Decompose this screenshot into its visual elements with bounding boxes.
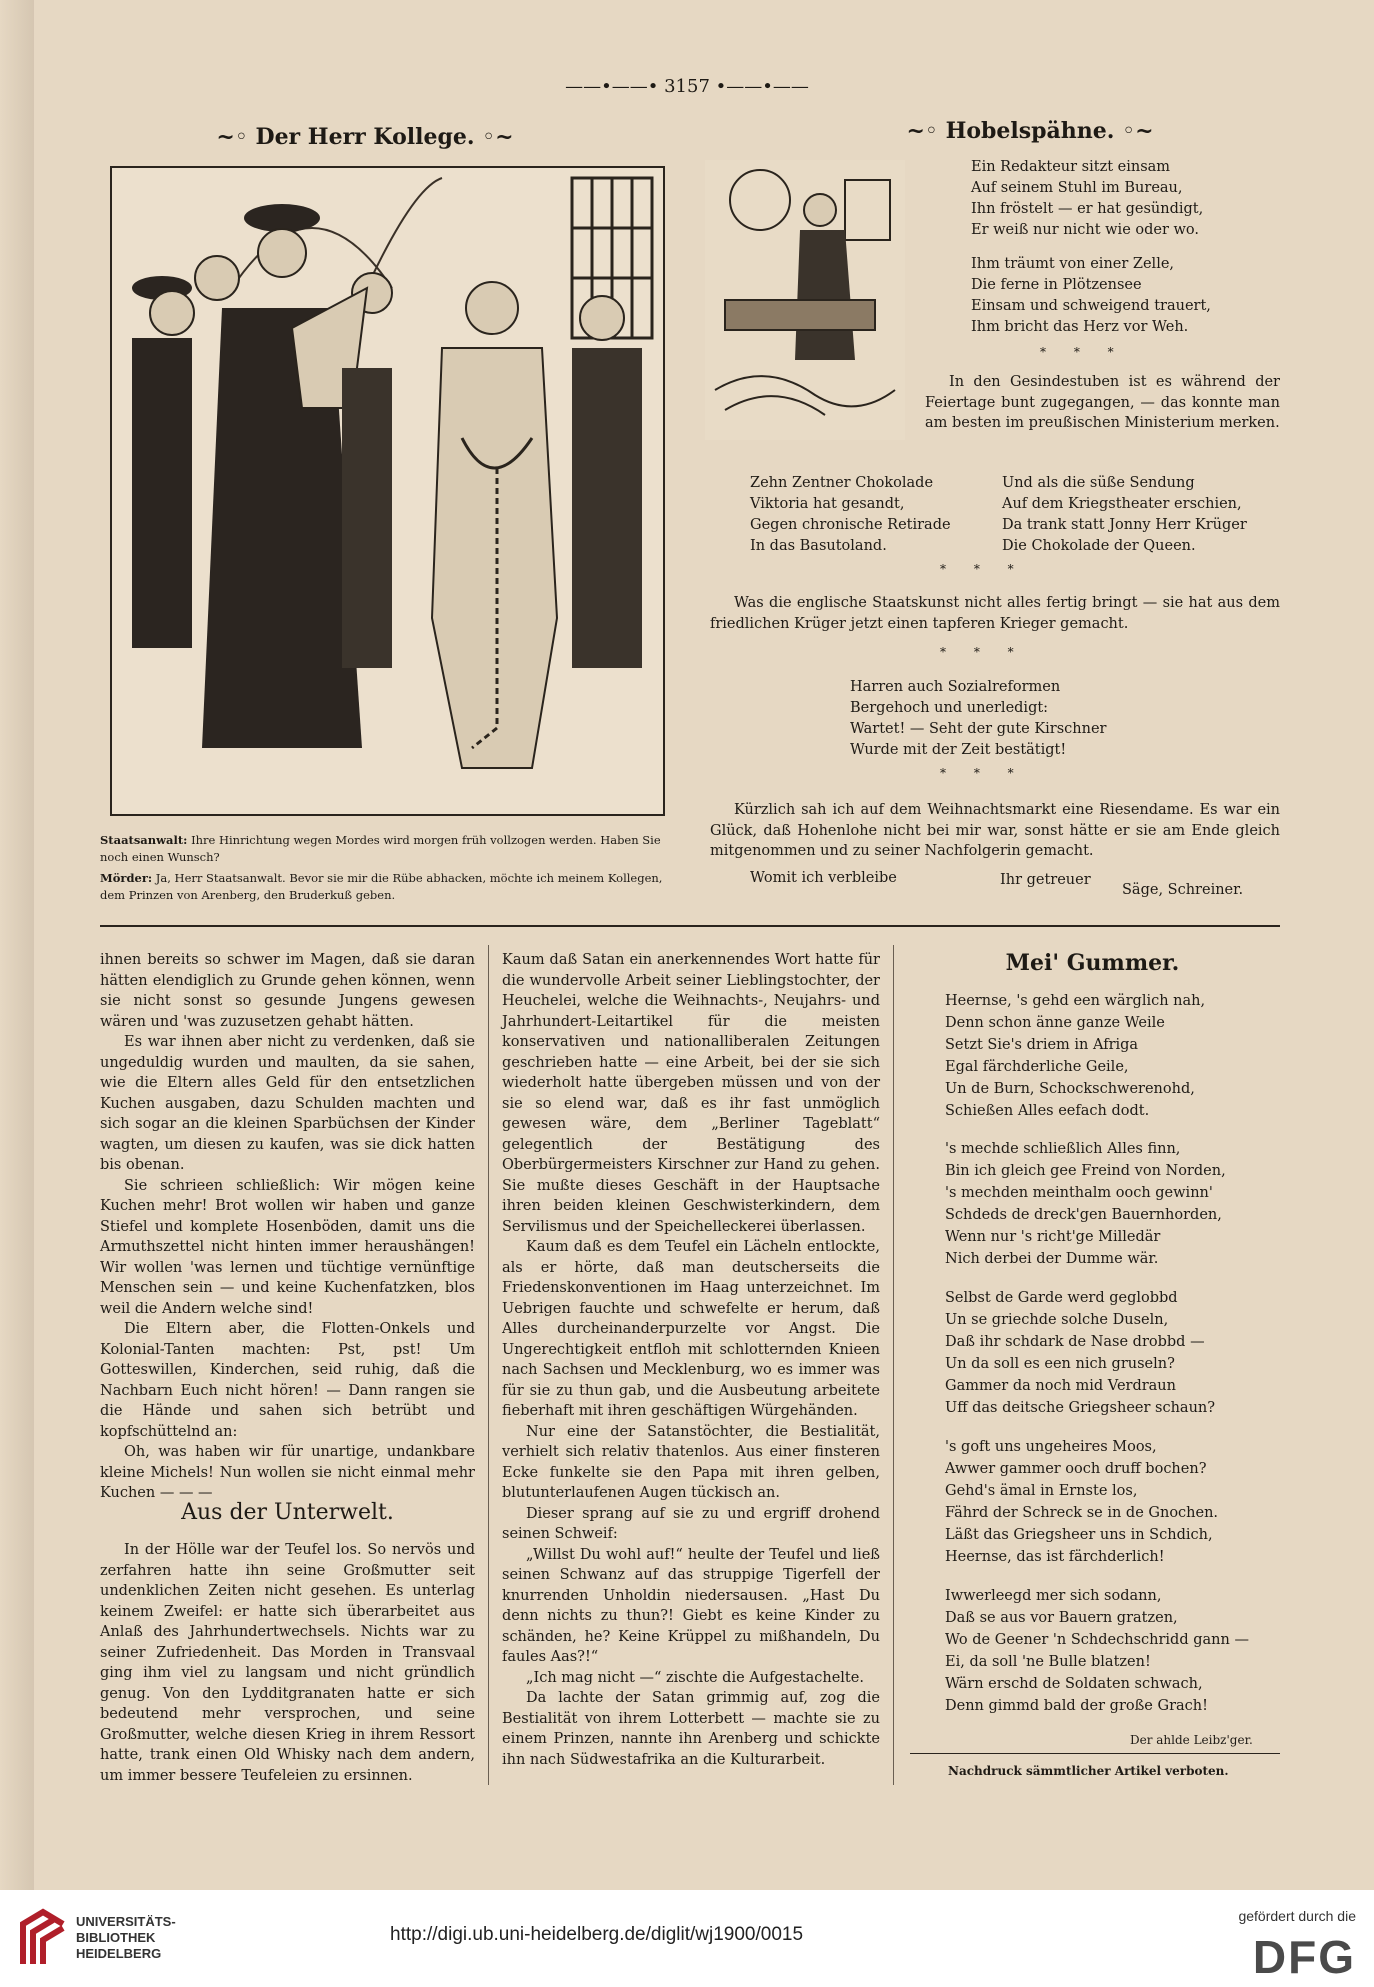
separator-stars: * * * [940,645,1026,659]
heading-unterwelt: Aus der Unterwelt. [181,1500,394,1525]
cartoon-title: ~◦ Der Herr Kollege. ◦~ [216,124,514,150]
paragraph-riesendame: Kürzlich sah ich auf dem Weihnachtsmarkt eine Riesendame. Es war ein Glück, daß Hohenlohe nicht bei mir war, sonst hätte er sie am Ende gleich mitgenommen und zu seiner Nachfolgerin gemacht. [710,802,1280,859]
section-title-text: Hobelspähne. [945,118,1115,144]
closing-mid: Ihr getreuer [1000,872,1091,888]
cartoon-caption [100,832,670,908]
col2-paragraph: Da lachte der Satan grimmig auf, zog die Bestialität von ihrem Lotterbett — machte sie zu einem Prinzen, nannte ihn Arenberg und schickte ihn nach Südwestafrika an die Kulturarbeit. [502,1690,880,1768]
dialect-poem-stanza-1: Heernse, 's gehd een wärglich nah, Denn schon änne ganze Weile Setzt Sie's driem in Afriga Egal färchderliche Geile, Un de Burn, Schockschwerenohd, Schießen Alles eefach dodt. [945,993,1206,1119]
col2-paragraph: Kaum daß Satan ein anerkennendes Wort hatte für die wundervolle Arbeit seiner Lieblingstochter, der Heuchelei, welche die Weihnachts-, Neujahrs- und Jahrhundert-Leitartikel für die meisten konservativen und nationalliberalen Zeitungen geschrieben hatte — eine Arbeit, bei der sie sich wiederholt hatte übergeben müssen und von der sie so elend war, daß es ihr fast unmöglich gewesen wäre, dem „Berliner Tageblatt“ gelegentlich der Bestätigung des Oberbürgermeisters Kirschner zur Hand zu gehen. Sie mußte dieses Geschäft in der Hauptsache ihren beiden kleinen Geschwisterkindern, dem Servilismus und der Speichelleckerei überlassen. [502,952,880,1235]
paragraph-gesindestuben: In den Gesindestuben ist es während der Feiertage bunt zugegangen, — das konnte man am besten im preußischen Ministerium merken. [925,374,1280,431]
column-divider [893,945,894,1785]
caption-line-murderer: Mörder: Ja, Herr Staatsanwalt. Bevor sie mir die Rübe abhacken, möchte ich meinem Kollegen, dem Prinzen von Arenberg, den Bruderkuß geben. [100,871,663,902]
caption-line-prosecutor: Staatsanwalt: Ihre Hinrichtung wegen Mordes wird morgen früh vollzogen werden. Haben Sie noch einen Wunsch? [100,833,661,864]
dfg-logo: DFG [1252,1931,1356,1983]
poem-sozialreformen: Harren auch Sozialreformen Bergehoch und unerledigt: Wartet! — Seht der gute Kirschner Wurde mit der Zeit bestätigt! [850,679,1107,758]
column-divider [488,945,489,1785]
closing-signature: Säge, Schreiner. [1122,882,1244,898]
column-1-unterwelt [100,1540,475,1786]
col1-paragraph: In der Hölle war der Teufel los. So nervös und zerfahren hatte ihn seine Großmutter seit undenklichen Zeiten nicht gesehen. Es unterlag keinem Zweifel: er hatte sich überarbeitet aus Anlaß des Jahrhundertwechsels. Nichts war zu seiner Zufriedenheit. Das Morden in Transvaal ging ihm viel zu langsam und nicht gründlich genug. Von den Lydditgranaten hatte er sich bedeutend mehr versprochen, und seine Großmutter, welche diesen Krieg in ihrem Ressort hatte, trank einen Old Whisky nach dem andern, um immer bessere Teufeleien zu ersinnen. [100,1542,475,1784]
heading-mei-gummer: Mei' Gummer. [1005,950,1180,976]
dialect-poem-stanza-5: Iwwerleegd mer sich sodann, Daß se aus vor Bauern gratzen, Wo de Geener 'n Schdechschridd gann — Ei, da soll 'ne Bulle blatzen! Wärn erschd de Soldaten schwach, Denn gimmd bald der große Grach! [945,1588,1249,1714]
page-shadow [0,0,34,1890]
col1-paragraph: Es war ihnen aber nicht zu verdenken, daß sie ungeduldig wurden und maulten, da sie sahen, wie die Eltern alles Geld für den entsetzlichen Kuchen ausgaben, dazu Schulden machten und sich sogar an die kleinen Sparbüchsen der Kinder wagten, um diesen zu kaufen, was sie dick hatten bis obenan. [100,1034,475,1173]
col1-paragraph: Die Eltern aber, die Flotten-Onkels und Kolonial-Tanten machten: Pst, pst! Um Gotteswillen, Kinderchen, seid ruhig, daß die Nachbarn Euch nicht hören! — Dann rangen sie die Hände und sahen sich betrübt und kopfschüttelnd an: [100,1321,475,1440]
page-number-text: 3157 [664,76,710,97]
funding-label: gefördert durch die [1238,1908,1356,1924]
separator-stars: * * * [940,766,1026,780]
col1-paragraph: Oh, was haben wir für unartige, undankbare kleine Michels! Nun wollen sie nicht einmal mehr Kuchen — — — [100,1444,475,1501]
paragraph-staatskunst: Was die englische Staatskunst nicht alles fertig bringt — sie hat aus dem friedlichen Krüger jetzt einen tapferen Krieger gemacht. [710,595,1280,632]
viewer-footer [0,1890,1374,1987]
separator-stars: * * * [940,562,1026,576]
cartoon-illustration [110,166,665,816]
dialect-poem-stanza-3: Selbst de Garde werd geglobbd Un se griechde solche Duseln, Daß ihr schdark de Nase drobbd — Un da soll es een nich gruseln? Gammer da noch mid Verdraun Uff das deitsche Griegsheer schaun? [945,1290,1216,1416]
col2-paragraph: „Ich mag nicht —“ zischte die Aufgestachelte. [526,1669,864,1686]
col1-paragraph: ihnen bereits so schwer im Magen, daß sie daran hätten elendiglich zu Grunde gehen können, wenn sie nicht sonst so gesunde Jungens gewesen wären und 'was zuzusetzen gehabt hätten. [100,952,475,1030]
column-2 [502,950,880,1770]
cartoon-drawing [112,168,663,814]
horizontal-divider [100,925,1280,927]
dialect-poem-stanza-4: 's goft uns ungeheires Moos, Awwer gammer ooch druff bochen? Gehd's ämal in Ernste los, Fährd der Schreck se in de Gnochen. Läßt das Griegsheer uns in Schdich, Heernse, das ist färchderlich! [945,1439,1219,1565]
closing-text: Womit ich verbleibe [750,870,897,886]
reprint-notice: Nachdruck sämmtlicher Artikel verboten. [948,1764,1229,1778]
col2-paragraph: Dieser sprang auf sie zu und ergriff drohend seinen Schweif: [502,1505,880,1542]
permalink-url[interactable]: http://digi.ub.uni-heidelberg.de/diglit/wj1900/0015 [390,1924,804,1945]
poem-stanza-2: Ihm träumt von einer Zelle, Die ferne in Plötzensee Einsam und schweigend trauert, Ihm bricht das Herz vor Weh. [971,256,1211,335]
library-name: UNIVERSITÄTS- BIBLIOTHEK HEIDELBERG [76,1914,176,1961]
separator-stars: * * * [1040,345,1126,359]
col2-paragraph: „Willst Du wohl auf!“ heulte der Teufel und ließ seinen Schwanz auf das struppige Tigerfell der knurrenden Unholdin niedersausen. „Hast Du denn nichts zu thun?! Giebt es keine Kinder zu schänden, he? Keine Krüppel zu mißhandeln, Du faules Aas?!“ [502,1546,880,1665]
page-number: ——•——• 3157 •——•—— [565,76,809,97]
poem-chokolade-right: Und als die süße Sendung Auf dem Kriegstheater erschien, Da trank statt Jonny Herr Krüger Die Chokolade der Queen. [1002,475,1247,554]
poem-stanza-1: Ein Redakteur sitzt einsam Auf seinem Stuhl im Bureau, Ihn fröstelt — er hat gesündigt, Er weiß nur nicht wie oder wo. [971,159,1204,238]
column-1 [100,950,475,1504]
dialect-poem-stanza-2: 's mechde schließlich Alles finn, Bin ich gleich gee Freind von Norden, 's mechden meinthalm ooch gewinn' Schdeds de dreck'gen Bauernhorden, Wenn nur 's richt'ge Milledär Nich derbei der Dumme wär. [945,1141,1226,1267]
carpenter-drawing [705,160,905,440]
poem-signature: Der ahlde Leibz'ger. [1130,1733,1253,1747]
cartoon-title-text: Der Herr Kollege. [255,124,475,150]
university-library-logo-icon [18,1904,68,1974]
col2-paragraph: Kaum daß es dem Teufel ein Lächeln entlockte, als er hörte, daß man deutscherseits die Friedenskonventionen im Haag unterzeichnet. Im Uebrigen fauchte und schwefelte er herum, daß Alles durcheinanderpurzelte vor Angst. Die Ungerechtigkeit entfloh mit schlotternden Knieen nach Sachsen und Mecklenburg, wo es immer was für sie zu thun gab, und die Ausbeutung arbeitete fieberhaft mit ihren geschäftigen Würgehänden. [502,1239,880,1419]
col2-paragraph: Nur eine der Satanstöchter, die Bestialität, verhielt sich relativ thatenlos. Aus einer finsteren Ecke funkelte sie den Papa mit ihren gelben, blutunterlaufenen Augen tückisch an. [502,1423,880,1501]
carpenter-illustration [705,160,905,440]
poem-chokolade-left: Zehn Zentner Chokolade Viktoria hat gesandt, Gegen chronische Retirade In das Basutoland. [750,475,951,554]
col1-paragraph: Sie schrieen schließlich: Wir mögen keine Kuchen mehr! Brot wollen wir haben und ganze Stiefel und komplete Hosenböden, damit uns die Armuthszettel nicht hinten immer heraushängen! Wir wollen 'was lernen und tüchtige vernünftige Menschen sein — und keine Kuchenfatzken, blos weil die Andern welche sind! [100,1177,475,1317]
section-title-hobelspaehne: ~◦ Hobelspähne. ◦~ [906,118,1154,144]
short-divider [910,1753,1280,1754]
